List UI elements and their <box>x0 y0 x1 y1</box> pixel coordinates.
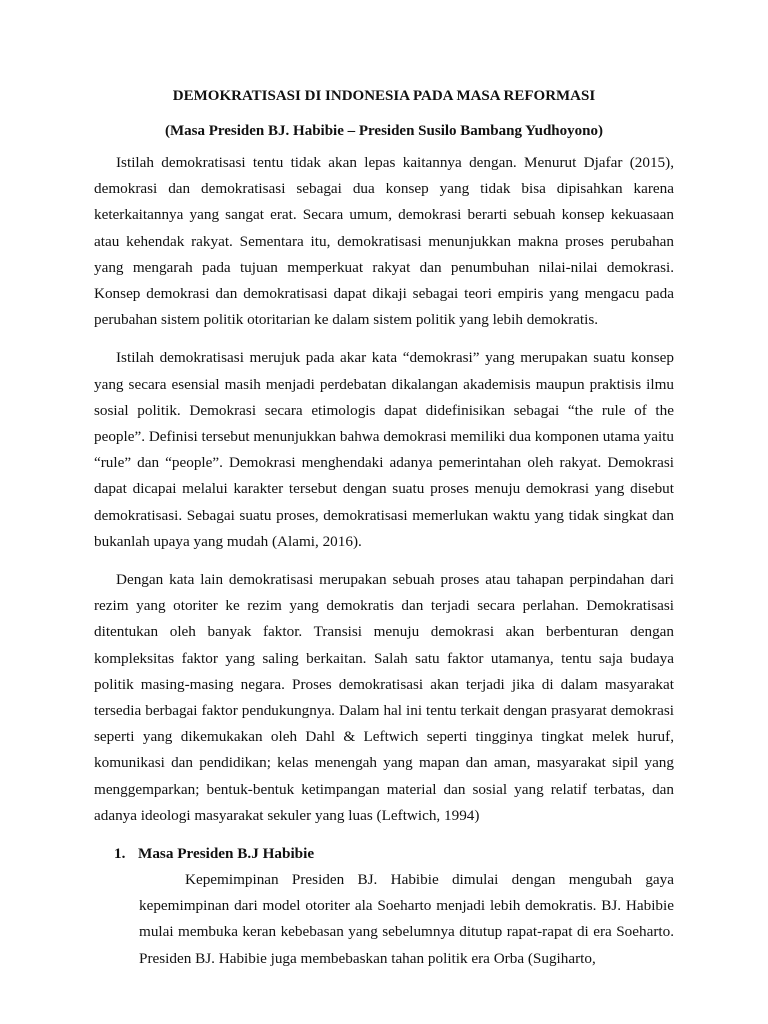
paragraph-3: Dengan kata lain demokratisasi merupakan sebuah proses atau tahapan perpindahan dari rezim yang otoriter ke rezim yang demokratis dan terjadi secara perlahan. Demokratisasi ditentukan oleh banyak faktor. Transisi menuju demokrasi akan berbenturan dengan kompleksitas faktor yang saling berkaitan. Salah satu faktor utamanya, tentu saja budaya politik masing-masing negara. Proses demokratisasi akan terjadi jika di dalam masyarakat tersedia berbagai faktor pendukungnya. Dalam hal ini tentu terkait dengan prasyarat demokrasi seperti yang dikemukakan oleh Dahl & Leftwich seperti tingginya tingkat melek huruf, komunikasi dan pendidikan; kelas menengah yang mapan dan aman, masyarakat sipil yang menggemparkan; bentuk-bentuk ketimpangan material dan sosial yang relatif terbatas, dan adanya ideologi masyarakat sekuler yang luas (Leftwich, 1994) <box>94 571 674 824</box>
section-paragraph: Kepemimpinan Presiden BJ. Habibie dimulai dengan mengubah gaya kepemimpinan dari model otoriter ala Soeharto menjadi lebih demokratis. BJ. Habibie mulai membuka keran kebebasan yang sebelumnya ditutup rapat-rapat di era Soeharto. Presiden BJ. Habibie juga membebaskan tahan politik era Orba (Sugiharto, <box>139 871 674 967</box>
section-title: Masa Presiden B.J Habibie <box>138 845 315 863</box>
document-body <box>94 150 674 972</box>
section-heading <box>94 841 674 867</box>
document-subtitle: (Masa Presiden BJ. Habibie – Presiden Susilo Bambang Yudhoyono) <box>164 123 603 139</box>
document-title: DEMOKRATISASI DI INDONESIA PADA MASA REFORMASI <box>172 88 596 104</box>
paragraph-1: Istilah demokratisasi tentu tidak akan lepas kaitannya dengan. Menurut Djafar (2015), demokrasi dan demokratisasi sebagai dua konsep yang tidak bisa dipisahkan karena keterkaitannya yang sangat erat. Secara umum, demokrasi berarti sebuah konsep kekuasaan atau kehendak rakyat. Sementara itu, demokratisasi menunjukkan makna proses perubahan yang mengarah pada tujuan memperkuat rakyat dan penumbuhan nilai-nilai demokrasi. Konsep demokrasi dan demokratisasi dapat dikaji sebagai teori empiris yang mengacu pada perubahan sistem politik otoritarian ke dalam sistem politik yang lebih demokratis. <box>94 154 674 329</box>
section-number: 1. <box>114 845 126 863</box>
paragraph-2: Istilah demokratisasi merujuk pada akar kata “demokrasi” yang merupakan suatu konsep yang secara esensial masih menjadi perdebatan dikalangan akademisis maupun praktisis ilmu sosial politik. Demokrasi secara etimologis dapat didefinisikan sebagai “the rule of the people”. Definisi tersebut menunjukkan bahwa demokrasi memiliki dua komponen utama yaitu “rule” dan “people”. Demokrasi menghendaki adanya pemerintahan oleh rakyat. Demokrasi dapat dicapai melalui karakter tersebut dengan suatu proses menuju demokrasi yang disebut demokratisasi. Sebagai suatu proses, demokratisasi memerlukan waktu yang tidak singkat dan bukanlah upaya yang mudah (Alami, 2016). <box>94 349 674 550</box>
